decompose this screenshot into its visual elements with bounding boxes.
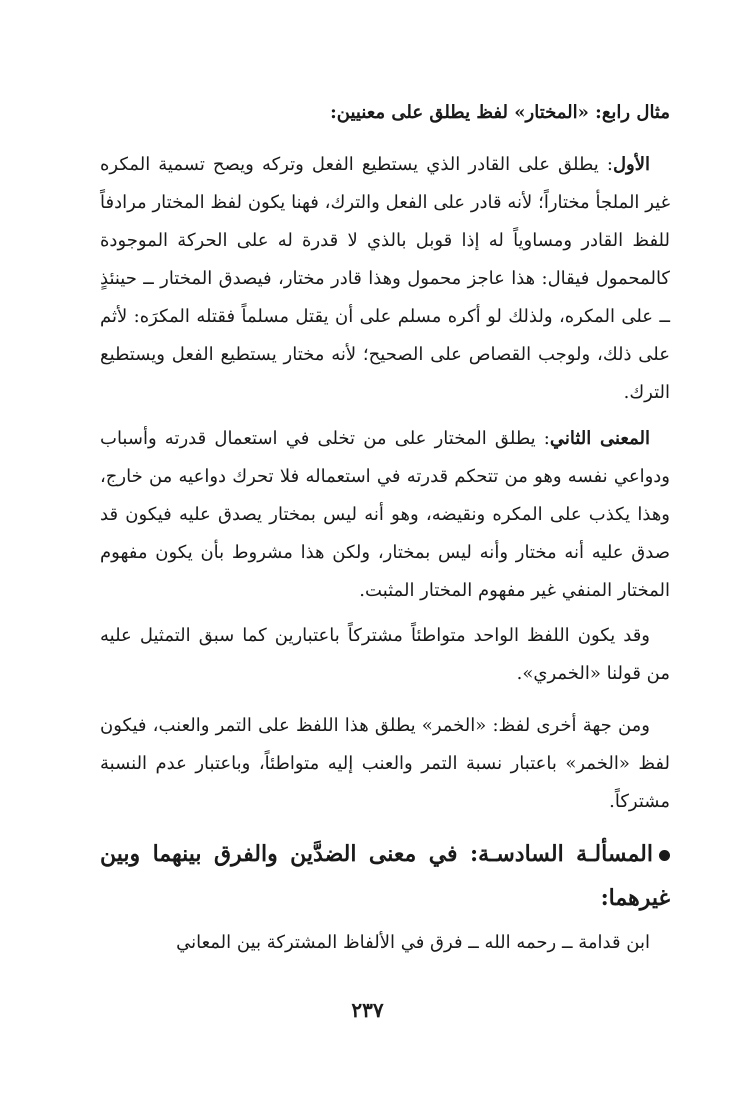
page-number: ٢٣٧ <box>351 998 384 1022</box>
section-heading-text: المسألـة السادسـة: في معنى الضدَّين والفرق بينهما وبين غيرهما: <box>100 841 670 911</box>
first-meaning-label: الأول <box>612 154 650 175</box>
paragraph-four-text: ومن جهة أخرى لفظ: «الخمر» يطلق هذا اللفظ على التمر والعنب، فيكون لفظ «الخمر» باعتبار نسبة التمر والعنب إليه متواطئاً، وباعتبار عدم النسبة مشتركاً. <box>100 715 670 812</box>
paragraph-five-text: ابن قدامة ــ رحمه الله ــ فرق في الألفاظ المشتركة بين المعاني <box>176 932 650 953</box>
second-meaning-label: المعنى الثاني <box>549 428 650 449</box>
second-meaning-paragraph <box>100 420 670 610</box>
paragraph-five <box>100 924 670 962</box>
example-line <box>100 94 670 132</box>
paragraph-three-text: وقد يكون اللفظ الواحد متواطئاً مشتركاً باعتبارين كما سبق التمثيل عليه من قولنا «الخمري». <box>100 625 670 684</box>
example-line-text: مثال رابع: «المختار» لفظ يطلق على معنيين: <box>330 102 670 123</box>
first-meaning-paragraph <box>100 146 670 412</box>
paragraph-four <box>100 707 670 821</box>
section-heading <box>100 832 670 920</box>
first-meaning-text: : يطلق على القادر الذي يستطيع الفعل وتركه ويصح تسمية المكره غير الملجأ مختاراً؛ لأنه قادر على الفعل والترك، فهنا يكون لفظ المختار مرادفاً للفظ القادر ومساوياً له إذا قوبل بالذي لا قدرة له على الحركة الموجودة كالمحمول فيقال: هذا عاجز محمول وهذا قادر مختار، فيصدق المختار ــ حينئذٍ ــ على المكره، ولذلك لو أكره مسلم على أن يقتل مسلماً فقتله المكرَه: لأثم على ذلك، ولوجب القصاص على الصحيح؛ لأنه مختار يستطيع الفعل ويستطيع الترك. <box>100 154 670 403</box>
paragraph-three <box>100 617 670 693</box>
second-meaning-text: : يطلق المختار على من تخلى في استعمال قدرته وأسباب ودواعي نفسه وهو من تتحكم قدرته في استعماله فلا تحرك دواعيه من خارج، وهذا يكذب على المكره ونقيضه، وهو أنه ليس بمختار يصدق عليه فيكون قد صدق عليه أنه مختار وأنه ليس بمختار، ولكن هذا مشروط بأن يكون مفهوم المختار المنفي غير مفهوم المختار المثبت. <box>100 428 670 601</box>
bullet-icon <box>659 850 670 861</box>
